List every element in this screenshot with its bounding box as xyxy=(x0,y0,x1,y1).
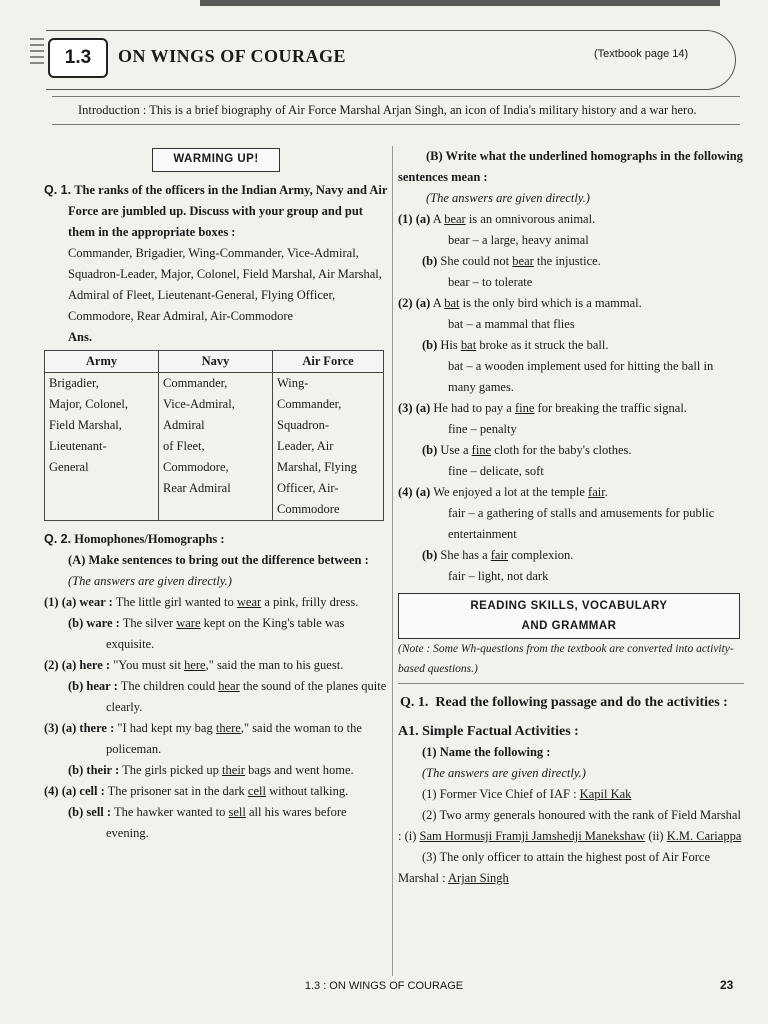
homograph-meaning: bear – to tolerate xyxy=(448,275,533,289)
header-decoration xyxy=(30,38,44,78)
intro-label: Introduction : xyxy=(78,103,147,117)
homograph-meaning: bear – a large, heavy animal xyxy=(448,233,589,247)
homograph-meaning: bat – a mammal that flies xyxy=(448,317,575,331)
textbook-page-ref: (Textbook page 14) xyxy=(594,48,689,60)
homograph-meaning: bat – a wooden implement used for hitting the ball in many games. xyxy=(448,359,714,394)
note: (Note : Some Wh-questions from the textbook are converted into activity-based questions.) xyxy=(398,639,744,684)
homograph-sentence: (1) (a) A bear is an omnivorous animal. xyxy=(398,212,596,226)
page-number: 23 xyxy=(720,978,734,992)
homograph-meaning: fair – a gathering of stalls and amusements for public entertainment xyxy=(448,506,715,541)
name-following-heading: (1) Name the following : xyxy=(422,745,551,759)
table-header-army: Army xyxy=(45,351,159,373)
homophone-item: (2) (a) here : "You must sit here," said the man to his guest. xyxy=(44,658,344,672)
name-item-1: (1) Former Vice Chief of IAF : Kapil Kak xyxy=(422,787,632,801)
ranks-list: Commander, Brigadier, Wing-Commander, Vice-Admiral, Squadron-Leader, Major, Colonel, Field Marshal, Air Marshal, Admiral of Fleet, Lieutenant-General, Flying Officer, Commodore, Rear Admiral, Air-Commodore xyxy=(68,246,382,323)
footer-chapter: 1.3 : ON WINGS OF COURAGE xyxy=(304,980,464,992)
question-1: Q. 1. The ranks of the officers in the Indian Army, Navy and Air Force are jumbled up. Discuss with your group and put them in the appropriate boxes : xyxy=(44,183,388,239)
introduction xyxy=(52,96,740,125)
chapter-title: ON WINGS OF COURAGE xyxy=(118,46,347,66)
homophone-item: (1) (a) wear : The little girl wanted to wear a pink, frilly dress. xyxy=(44,595,359,609)
reading-question-1: Q. 1. Read the following passage and do the activities : xyxy=(400,695,728,710)
homograph-sentence: (b) Use a fine cloth for the baby's clothes. xyxy=(422,443,632,457)
question-2a-heading: (A) Make sentences to bring out the difference between : (The answers are given directly.) xyxy=(68,553,369,588)
table-header-navy: Navy xyxy=(159,351,273,373)
homograph-sentence: (b) She could not bear the injustice. xyxy=(422,254,601,268)
question-2b-heading: (B) Write what the underlined homographs in the following sentences mean : xyxy=(398,149,743,184)
answer-label: Ans. xyxy=(68,330,92,344)
right-column xyxy=(398,146,744,889)
table-header-air-force: Air Force xyxy=(273,351,384,373)
homograph-sentence: (3) (a) He had to pay a fine for breaking the traffic signal. xyxy=(398,401,687,415)
homophone-item: (b) sell : The hawker wanted to sell all his wares before evening. xyxy=(68,805,347,840)
reading-skills-heading: READING SKILLS, VOCABULARY AND GRAMMAR xyxy=(398,593,740,639)
name-item-3: (3) The only officer to attain the highest post of Air Force Marshal : Arjan Singh xyxy=(398,850,711,885)
homograph-items xyxy=(398,209,744,587)
a1-heading: A1. Simple Factual Activities : xyxy=(398,724,579,739)
question-2-title: Q. 2. Homophones/Homographs : xyxy=(44,532,225,546)
homograph-sentence: (4) (a) We enjoyed a lot at the temple fair. xyxy=(398,485,608,499)
warming-up-heading: WARMING UP! xyxy=(152,148,280,172)
question-2b-note: (The answers are given directly.) xyxy=(426,191,590,205)
homograph-sentence: (b) She has a fair complexion. xyxy=(422,548,574,562)
navy-cell: Commander, Vice-Admiral, Admiral of Fleet, Commodore, Rear Admiral xyxy=(159,373,273,521)
ranks-table xyxy=(44,350,384,521)
chapter-number: 1.3 xyxy=(48,38,108,78)
homophone-item: (b) hear : The children could hear the sound of the planes quite clearly. xyxy=(68,679,387,714)
intro-text: This is a brief biography of Air Force Marshal Arjan Singh, an icon of India's military history and a war hero. xyxy=(149,103,697,117)
homophone-item: (3) (a) there : "I had kept my bag there," said the woman to the policeman. xyxy=(44,721,362,756)
column-divider xyxy=(392,146,393,976)
homophone-item: (b) their : The girls picked up their bags and went home. xyxy=(68,763,354,777)
homophone-items xyxy=(44,592,388,844)
homograph-meaning: fair – light, not dark xyxy=(448,569,549,583)
homograph-meaning: fine – penalty xyxy=(448,422,517,436)
homophone-item: (b) ware : The silver ware kept on the King's table was exquisite. xyxy=(68,616,345,651)
homograph-sentence: (2) (a) A bat is the only bird which is a mammal. xyxy=(398,296,642,310)
homograph-meaning: fine – delicate, soft xyxy=(448,464,544,478)
homograph-sentence: (b) His bat broke as it struck the ball. xyxy=(422,338,609,352)
name-item-2: (2) Two army generals honoured with the rank of Field Marshal : (i) Sam Hormusji Framji Jamshedji Manekshaw (ii) K.M. Cariappa xyxy=(398,808,742,843)
army-cell: Brigadier, Major, Colonel, Field Marshal, Lieutenant- General xyxy=(45,373,159,521)
homophone-item: (4) (a) cell : The prisoner sat in the dark cell without talking. xyxy=(44,784,349,798)
air-force-cell: Wing- Commander, Squadron- Leader, Air Marshal, Flying Officer, Air- Commodore xyxy=(273,373,384,521)
left-column xyxy=(44,146,388,844)
name-following-note: (The answers are given directly.) xyxy=(422,766,586,780)
top-edge-line xyxy=(200,0,720,6)
